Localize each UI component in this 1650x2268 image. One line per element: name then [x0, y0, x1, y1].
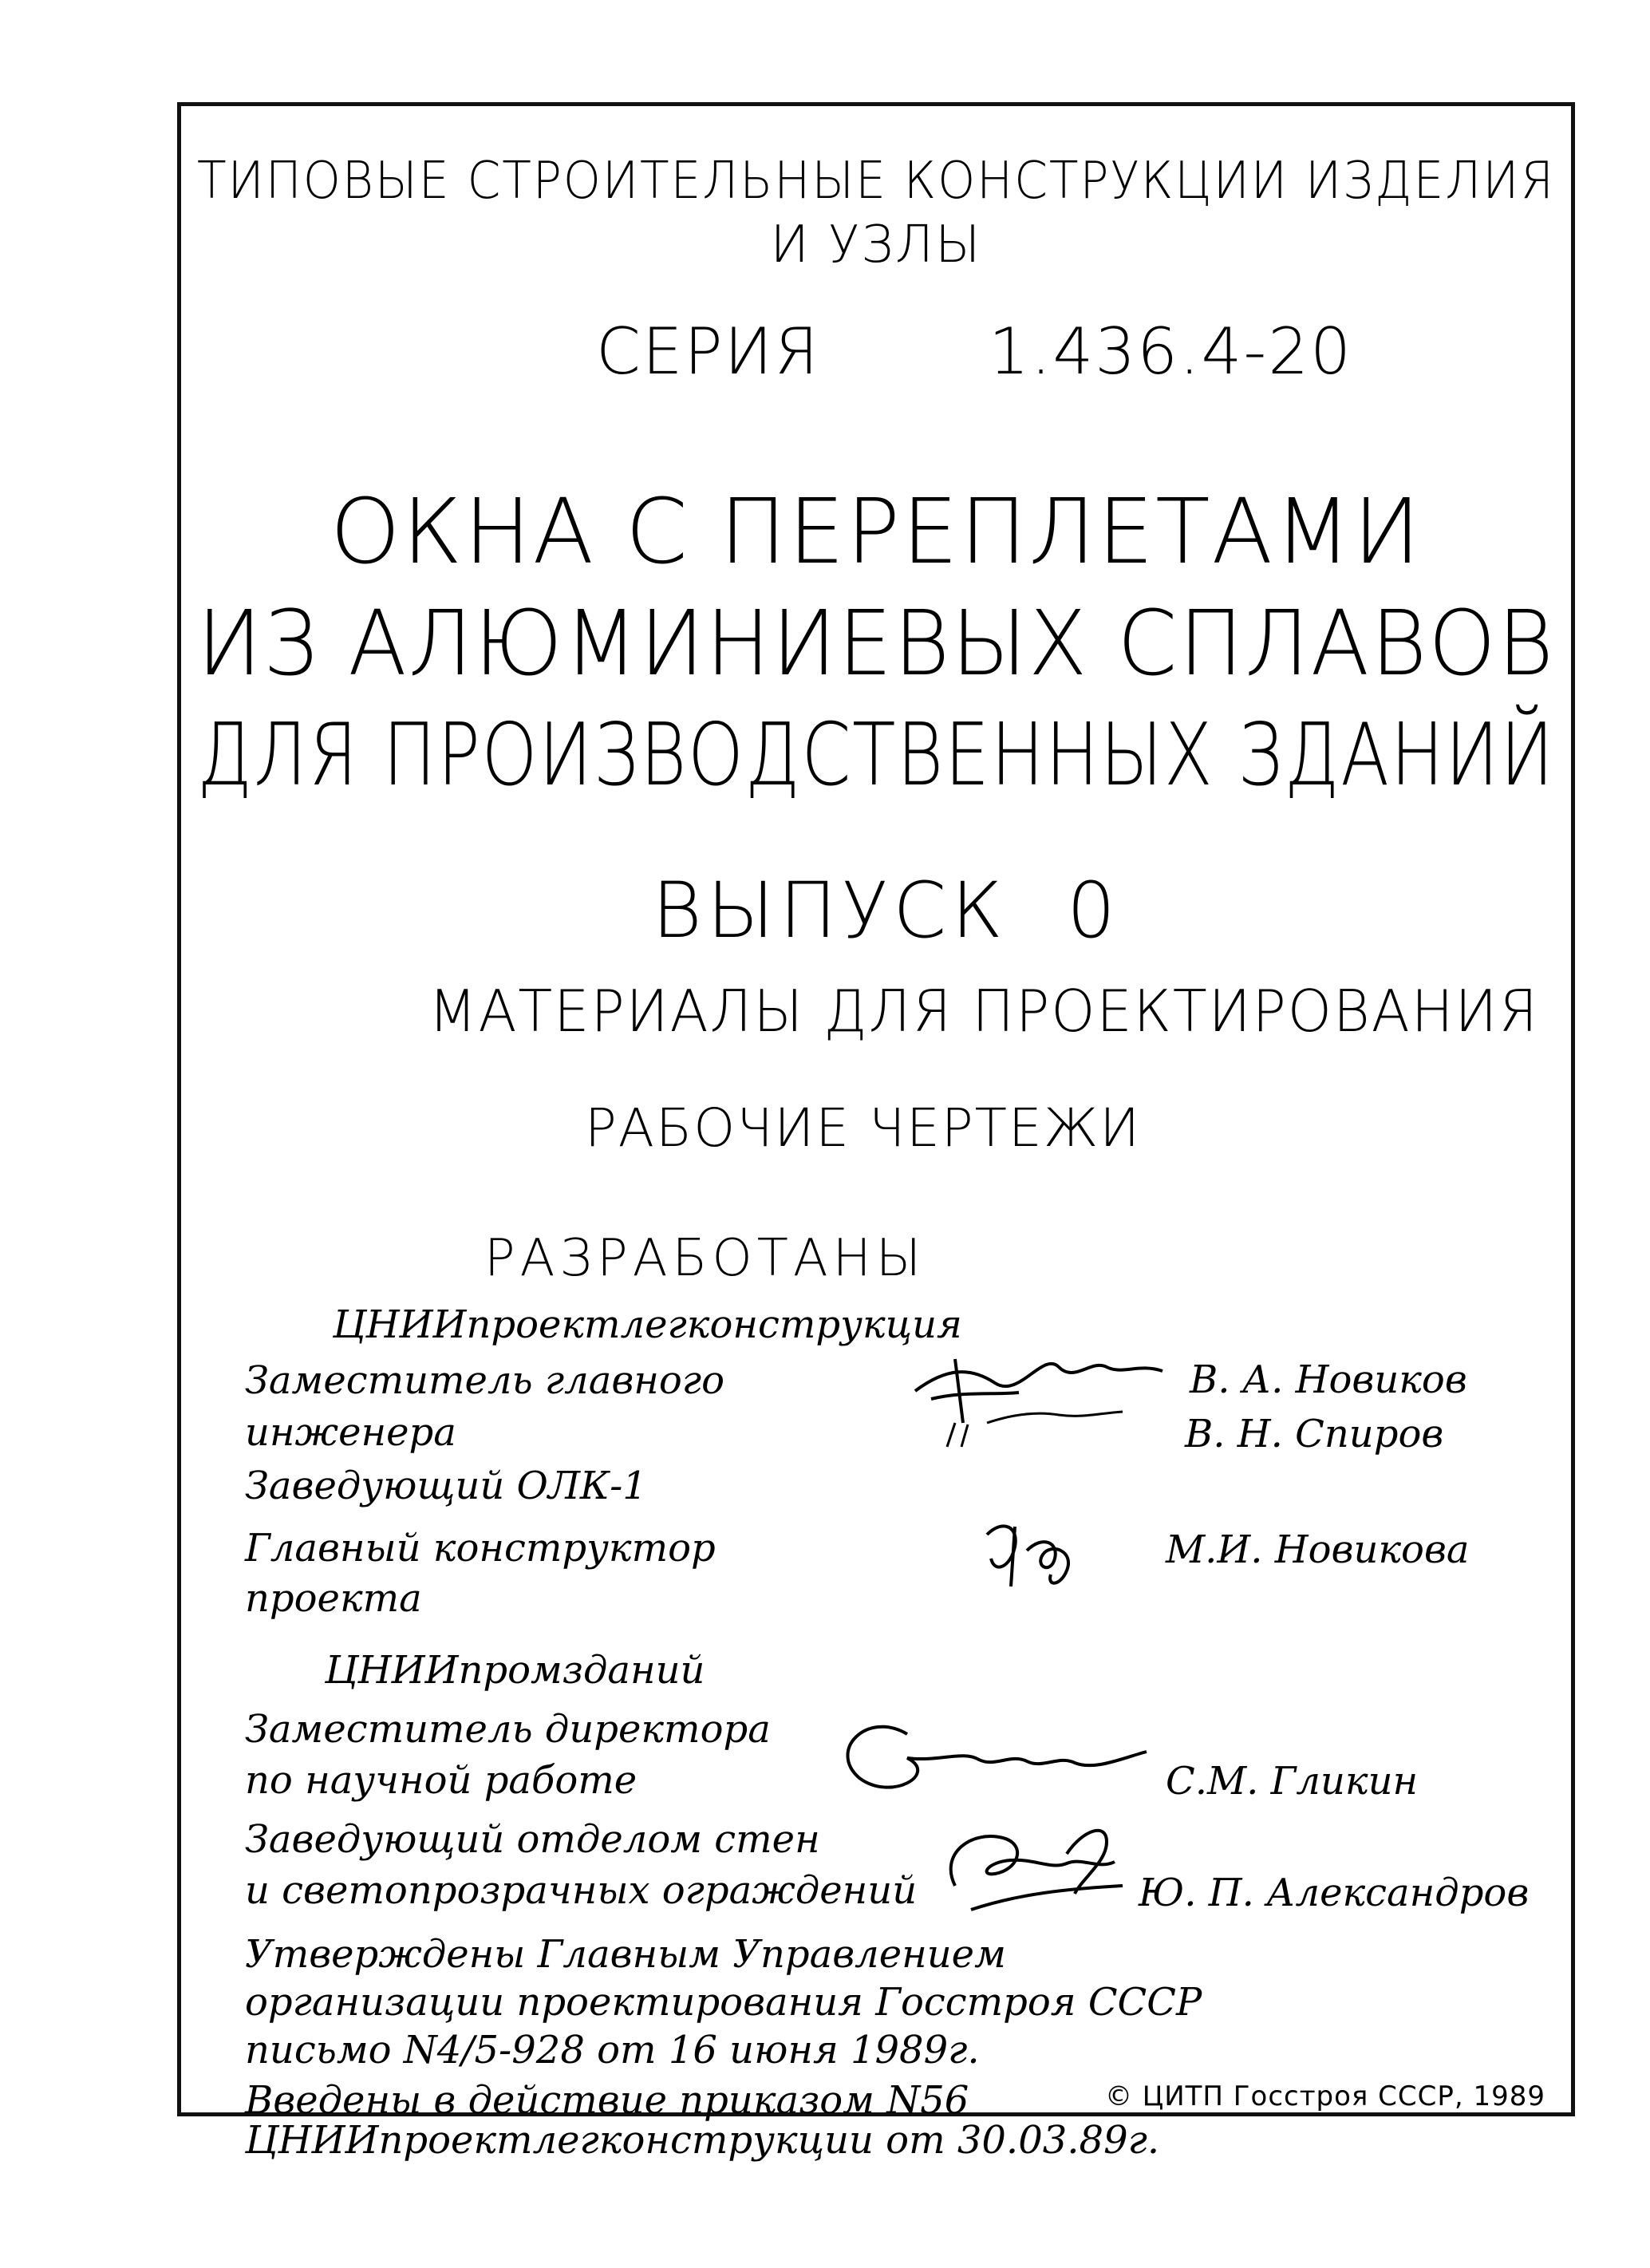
approval-line1: Утверждены Главным Управлением — [245, 1932, 1006, 1977]
org1-name1: В. А. Новиков — [1190, 1357, 1467, 1402]
org2-name2: Ю. П. Александров — [1139, 1871, 1530, 1915]
developer-org1: ЦНИИпроектлегконструкция — [333, 1302, 962, 1347]
developers-heading: РАЗРАБОТАНЫ — [484, 1229, 926, 1288]
approval-line5: ЦНИИпроектлегконструкции от 30.03.89г. — [245, 2118, 1160, 2163]
org1-role3-line2: проекта — [245, 1576, 422, 1621]
org1-role3-line1: Главный конструктор — [245, 1526, 716, 1571]
org1-role1-line1: Заместитель главного — [245, 1358, 724, 1403]
org2-role1-line2: по научной работе — [245, 1758, 638, 1803]
org2-role1-line1: Заместитель директора — [245, 1707, 771, 1752]
signature-glikin — [819, 1702, 1155, 1814]
signature-aleksandrov — [923, 1806, 1147, 1918]
title-sheet-frame — [177, 102, 1575, 2163]
org2-role2-line1: Заведующий отделом стен — [245, 1817, 820, 1862]
issue-number: 0 — [1067, 866, 1118, 955]
signature-novikov — [899, 1335, 1186, 1455]
series-label: СЕРИЯ — [596, 314, 820, 389]
issue-type: РАБОЧИЕ ЧЕРТЕЖИ — [585, 1097, 1142, 1159]
org1-role2: Заведующий ОЛК-1 — [245, 1464, 647, 1508]
org1-role1-line2: инженера — [245, 1410, 456, 1455]
developer-org2: ЦНИИпромзданий — [325, 1648, 705, 1693]
series-title-line1: ТИПОВЫЕ СТРОИТЕЛЬНЫЕ КОНСТРУКЦИИ ИЗДЕЛИЯ — [197, 152, 1555, 211]
org1-name3: М.И. Новикова — [1166, 1527, 1470, 1572]
org2-name1: С.М. Гликин — [1166, 1759, 1419, 1804]
document-title-line3: ДЛЯ ПРОИЗВОДСТВЕННЫХ ЗДАНИЙ — [197, 705, 1555, 805]
org2-role2-line2: и светопрозрачных ограждений — [245, 1868, 918, 1913]
series-title-line2: И УЗЛЫ — [770, 215, 982, 275]
approval-line4: Введены в действие приказом N56 — [245, 2078, 969, 2123]
document-title-line2: ИЗ АЛЮМИНИЕВЫХ СПЛАВОВ — [197, 592, 1555, 696]
org1-name2: В. Н. Спиров — [1185, 1412, 1444, 1456]
copyright-notice: © ЦИТП Госстроя СССР, 1989 — [1105, 2080, 1546, 2112]
series-number: 1.436.4-20 — [989, 314, 1353, 389]
issue-subtitle: МАТЕРИАЛЫ ДЛЯ ПРОЕКТИРОВАНИЯ — [428, 978, 1539, 1045]
document-title-line1: ОКНА С ПЕРЕПЛЕТАМИ — [330, 480, 1423, 584]
approval-line2: организации проектирования Госстроя СССР — [245, 1980, 1202, 2025]
issue-label: ВЫПУСК — [652, 866, 1008, 955]
approval-line3: письмо N4/5-928 от 16 июня 1989г. — [245, 2028, 980, 2072]
signature-novikova — [971, 1511, 1091, 1598]
